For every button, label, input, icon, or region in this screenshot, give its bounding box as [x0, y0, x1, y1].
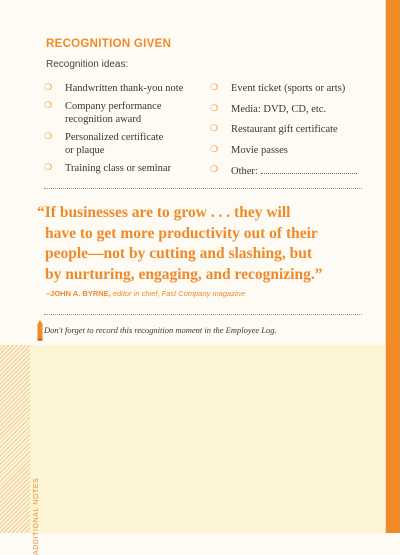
pull-quote	[37, 203, 357, 285]
circle-bullet-icon: ❍	[210, 165, 219, 175]
ideas-list-left	[44, 82, 204, 175]
divider	[44, 314, 362, 315]
pencil-icon	[36, 320, 44, 342]
idea-text: Handwritten thank-you note	[65, 83, 184, 94]
idea-text: Training class or seminar	[65, 162, 172, 174]
list-item	[210, 164, 370, 179]
list-item	[210, 103, 370, 117]
circle-bullet-icon: ❍	[44, 100, 53, 111]
idea-text: Event ticket (sports or arts)	[231, 83, 346, 94]
idea-text-continued: or plaque	[65, 145, 105, 156]
section-heading: RECOGNITION GIVEN	[46, 38, 172, 50]
divider	[44, 188, 362, 189]
quote-line: “If businesses are to grow . . . they will	[37, 204, 291, 221]
circle-bullet-icon: ❍	[210, 83, 219, 93]
circle-bullet-icon: ❍	[210, 103, 219, 114]
list-item	[44, 162, 204, 176]
list-item	[44, 100, 204, 127]
notes-hatch-border	[0, 345, 30, 533]
ideas-label: Recognition ideas:	[46, 59, 129, 70]
quote-line: have to get more productivity out of their	[45, 224, 318, 242]
circle-bullet-icon: ❍	[210, 124, 219, 134]
quote-line: people—not by cutting and slashing, but	[45, 245, 313, 262]
attribution-title: editor in chief, Fast Company magazine	[112, 289, 245, 298]
ideas-list-right	[210, 82, 370, 179]
circle-bullet-icon: ❍	[44, 83, 53, 93]
idea-text: Company performance	[65, 100, 162, 112]
additional-notes-label: ADDITIONAL NOTES	[33, 477, 40, 555]
stripe-border	[385, 0, 386, 533]
quote-attribution	[46, 289, 245, 298]
idea-text: Media: DVD, CD, etc.	[231, 103, 327, 115]
additional-notes-area[interactable]	[0, 345, 385, 533]
circle-bullet-icon: ❍	[44, 131, 53, 142]
idea-text: Personalized certificate	[65, 131, 164, 143]
list-item	[44, 82, 204, 96]
idea-text: Restaurant gift certificate	[231, 124, 338, 135]
list-item	[210, 82, 370, 96]
list-item	[210, 144, 370, 158]
other-write-in-line	[261, 164, 357, 174]
employee-log-reminder: Don't forget to record this recognition moment in the Employee Log.	[44, 325, 277, 335]
page-edge-stripe	[386, 0, 400, 533]
circle-bullet-icon: ❍	[210, 144, 219, 155]
list-item	[44, 131, 204, 158]
quote-line: by nurturing, engaging, and recognizing.”	[45, 265, 323, 283]
circle-bullet-icon: ❍	[44, 162, 53, 173]
attribution-name: –JOHN A. BYRNE,	[46, 289, 111, 298]
idea-text-continued: recognition award	[65, 114, 142, 125]
idea-text: Other:	[231, 166, 258, 177]
idea-text: Movie passes	[231, 144, 288, 156]
list-item	[210, 123, 370, 137]
